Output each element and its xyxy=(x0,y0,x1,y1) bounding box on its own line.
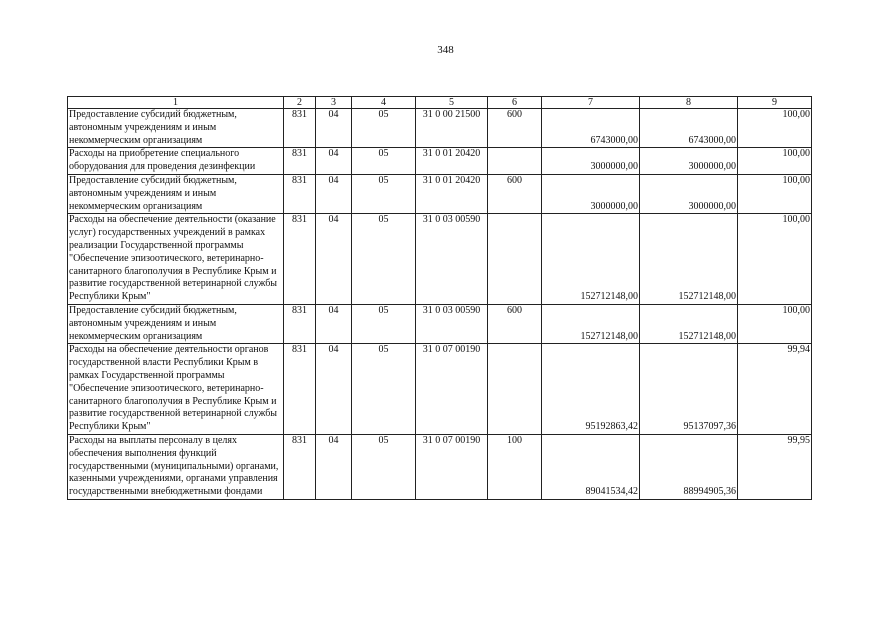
budget-table xyxy=(67,96,812,500)
target-article-code: 31 0 03 00590 xyxy=(416,304,488,343)
column-header: 9 xyxy=(738,97,812,109)
section-code: 04 xyxy=(316,434,352,499)
ministry-code: 831 xyxy=(284,434,316,499)
column-header: 2 xyxy=(284,97,316,109)
expense-type-code xyxy=(488,148,542,175)
actual-amount: 152712148,00 xyxy=(640,304,738,343)
expense-type-code xyxy=(488,344,542,435)
expense-type-code: 600 xyxy=(488,304,542,343)
subsection-code: 05 xyxy=(352,214,416,305)
execution-percent: 100,00 xyxy=(738,174,812,213)
ministry-code: 831 xyxy=(284,148,316,175)
execution-percent: 100,00 xyxy=(738,304,812,343)
expense-description: Расходы на выплаты персоналу в целях обеспечения выполнения функций государственными (муниципальными) органами, казенными учреждениями, органами управления государственными внебюджетными фондами xyxy=(68,434,284,499)
subsection-code: 05 xyxy=(352,344,416,435)
expense-type-code: 100 xyxy=(488,434,542,499)
expense-type-code: 600 xyxy=(488,109,542,148)
subsection-code: 05 xyxy=(352,174,416,213)
planned-amount: 3000000,00 xyxy=(542,148,640,175)
expense-description: Предоставление субсидий бюджетным, автономным учреждениям и иным некоммерческим организациям xyxy=(68,174,284,213)
subsection-code: 05 xyxy=(352,109,416,148)
column-header: 7 xyxy=(542,97,640,109)
table-row xyxy=(68,148,812,175)
section-code: 04 xyxy=(316,214,352,305)
planned-amount: 89041534,42 xyxy=(542,434,640,499)
section-code: 04 xyxy=(316,109,352,148)
target-article-code: 31 0 01 20420 xyxy=(416,148,488,175)
ministry-code: 831 xyxy=(284,109,316,148)
ministry-code: 831 xyxy=(284,214,316,305)
subsection-code: 05 xyxy=(352,434,416,499)
column-header: 8 xyxy=(640,97,738,109)
planned-amount: 6743000,00 xyxy=(542,109,640,148)
table-row xyxy=(68,214,812,305)
table-row xyxy=(68,434,812,499)
planned-amount: 152712148,00 xyxy=(542,304,640,343)
target-article-code: 31 0 07 00190 xyxy=(416,434,488,499)
page-number: 348 xyxy=(437,44,454,56)
expense-description: Расходы на обеспечение деятельности (оказание услуг) государственных учреждений в рамках реализации Государственной программы "Обеспечение эпизоотического, ветеринарно-санитарного благополучия в Республике Крым и развитие государственной ветеринарной службы Республики Крым" xyxy=(68,214,284,305)
expense-description: Предоставление субсидий бюджетным, автономным учреждениям и иным некоммерческим организациям xyxy=(68,304,284,343)
execution-percent: 100,00 xyxy=(738,214,812,305)
expense-description: Предоставление субсидий бюджетным, автономным учреждениям и иным некоммерческим организациям xyxy=(68,109,284,148)
execution-percent: 100,00 xyxy=(738,109,812,148)
execution-percent: 99,94 xyxy=(738,344,812,435)
column-header: 5 xyxy=(416,97,488,109)
column-header: 6 xyxy=(488,97,542,109)
ministry-code: 831 xyxy=(284,304,316,343)
column-header: 1 xyxy=(68,97,284,109)
ministry-code: 831 xyxy=(284,344,316,435)
table-row xyxy=(68,109,812,148)
section-code: 04 xyxy=(316,344,352,435)
planned-amount: 3000000,00 xyxy=(542,174,640,213)
execution-percent: 100,00 xyxy=(738,148,812,175)
table-row xyxy=(68,344,812,435)
actual-amount: 6743000,00 xyxy=(640,109,738,148)
subsection-code: 05 xyxy=(352,304,416,343)
actual-amount: 95137097,36 xyxy=(640,344,738,435)
expense-description: Расходы на обеспечение деятельности органов государственной власти Республики Крым в рамках Государственной программы "Обеспечение эпизоотического, ветеринарно-санитарного благополучия в Республике Крым и развитие государственной ветеринарной службы Республики Крым" xyxy=(68,344,284,435)
table-row xyxy=(68,304,812,343)
execution-percent: 99,95 xyxy=(738,434,812,499)
expense-description: Расходы на приобретение специального оборудования для проведения дезинфекции xyxy=(68,148,284,175)
expense-type-code xyxy=(488,214,542,305)
target-article-code: 31 0 03 00590 xyxy=(416,214,488,305)
target-article-code: 31 0 00 21500 xyxy=(416,109,488,148)
column-header: 3 xyxy=(316,97,352,109)
section-code: 04 xyxy=(316,304,352,343)
actual-amount: 152712148,00 xyxy=(640,214,738,305)
actual-amount: 3000000,00 xyxy=(640,148,738,175)
planned-amount: 95192863,42 xyxy=(542,344,640,435)
column-header: 4 xyxy=(352,97,416,109)
target-article-code: 31 0 01 20420 xyxy=(416,174,488,213)
subsection-code: 05 xyxy=(352,148,416,175)
expense-type-code: 600 xyxy=(488,174,542,213)
section-code: 04 xyxy=(316,174,352,213)
table-row xyxy=(68,174,812,213)
column-number-row xyxy=(68,97,812,109)
section-code: 04 xyxy=(316,148,352,175)
ministry-code: 831 xyxy=(284,174,316,213)
actual-amount: 3000000,00 xyxy=(640,174,738,213)
planned-amount: 152712148,00 xyxy=(542,214,640,305)
actual-amount: 88994905,36 xyxy=(640,434,738,499)
target-article-code: 31 0 07 00190 xyxy=(416,344,488,435)
